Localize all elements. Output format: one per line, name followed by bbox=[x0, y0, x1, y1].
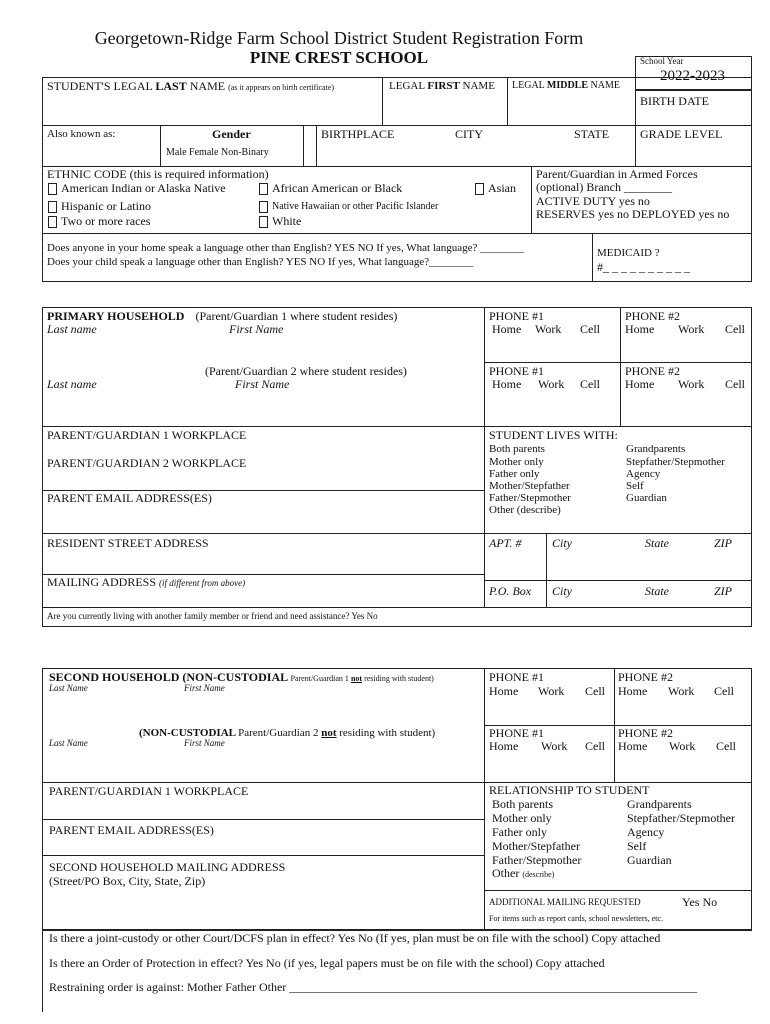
second-workplace1-label[interactable]: PARENT/GUARDIAN 1 WORKPLACE bbox=[49, 784, 249, 798]
second-g1-first-name[interactable]: First Name bbox=[184, 683, 225, 693]
school-name: PINE CREST SCHOOL bbox=[249, 48, 429, 67]
primary-workplace2-label[interactable]: PARENT/GUARDIAN 2 WORKPLACE bbox=[47, 456, 247, 470]
medicaid-number[interactable]: #_ _ _ _ _ _ _ _ _ _ bbox=[597, 260, 690, 274]
primary-g2-phone2-cell[interactable]: Cell bbox=[725, 377, 745, 391]
active-duty[interactable]: ACTIVE DUTY yes no bbox=[536, 194, 650, 208]
additional-mailing-yes-no[interactable]: Yes No bbox=[682, 895, 718, 909]
second-g1-last-name[interactable]: Last Name bbox=[49, 683, 88, 693]
mailing-city-label[interactable]: City bbox=[552, 584, 572, 598]
primary-g1-phone1-work[interactable]: Work bbox=[535, 322, 562, 336]
relationship-label: RELATIONSHIP TO STUDENT bbox=[489, 783, 650, 797]
lives-with-father-stepmother[interactable]: Father/Stepmother bbox=[489, 492, 571, 504]
primary-g2-note: (Parent/Guardian 2 where student resides) bbox=[205, 364, 407, 378]
primary-g2-first-name[interactable]: First Name bbox=[235, 377, 290, 391]
birthplace-state-label: STATE bbox=[574, 127, 610, 141]
also-known-as-label[interactable]: Also known as: bbox=[47, 128, 116, 140]
lives-with-mother-only[interactable]: Mother only bbox=[489, 456, 544, 468]
second-g2-first-name[interactable]: First Name bbox=[184, 738, 225, 748]
second-g1-phone1-cell[interactable]: Cell bbox=[585, 684, 605, 698]
rel-father-stepmother[interactable]: Father/Stepmother bbox=[492, 853, 582, 867]
gender-label: Gender bbox=[212, 127, 251, 141]
birthplace-city-label: CITY bbox=[455, 127, 483, 141]
primary-g2-phone1-label[interactable]: PHONE #1 bbox=[489, 364, 545, 378]
second-g1-phone1-home[interactable]: Home bbox=[489, 684, 519, 698]
additional-mailing-label: ADDITIONAL MAILING REQUESTED bbox=[489, 897, 641, 907]
po-box-label[interactable]: P.O. Box bbox=[489, 584, 532, 598]
primary-household-heading: PRIMARY HOUSEHOLD (Parent/Guardian 1 where student resides) bbox=[47, 309, 398, 323]
rel-stepfather-stepmother[interactable]: Stepfather/Stepmother bbox=[627, 811, 735, 825]
rel-mother-stepfather[interactable]: Mother/Stepfather bbox=[492, 839, 580, 853]
legal-first-name-label[interactable]: LEGAL FIRST NAME bbox=[389, 80, 495, 92]
second-g2-phone2-label[interactable]: PHONE #2 bbox=[618, 726, 674, 740]
language-home-question[interactable]: Does anyone in your home speak a language other than English? YES NO If yes, What language? ________ bbox=[47, 242, 525, 254]
primary-g1-phone2-label[interactable]: PHONE #2 bbox=[625, 309, 681, 323]
primary-g1-phone1-cell[interactable]: Cell bbox=[580, 322, 600, 336]
primary-g1-phone2-home[interactable]: Home bbox=[625, 322, 655, 336]
primary-g2-last-name[interactable]: Last name bbox=[47, 377, 97, 391]
ethnic-checkbox-hispanic[interactable] bbox=[48, 201, 57, 213]
primary-g2-phone2-home[interactable]: Home bbox=[625, 377, 655, 391]
lives-with-agency[interactable]: Agency bbox=[626, 468, 661, 480]
resident-apt-label[interactable]: APT. # bbox=[489, 536, 522, 550]
ethnic-option-white: White bbox=[272, 214, 302, 228]
primary-g1-phone1-label[interactable]: PHONE #1 bbox=[489, 309, 545, 323]
reserves-deployed[interactable]: RESERVES yes no DEPLOYED yes no bbox=[536, 207, 730, 221]
ethnic-code-label: ETHNIC CODE (this is required information) bbox=[47, 167, 269, 181]
lives-with-both-parents[interactable]: Both parents bbox=[489, 443, 545, 455]
grade-level-label[interactable]: GRADE LEVEL bbox=[640, 127, 723, 141]
second-g2-last-name[interactable]: Last Name bbox=[49, 738, 88, 748]
ethnic-checkbox-asian[interactable] bbox=[475, 183, 484, 195]
second-g2-phone2-work[interactable]: Work bbox=[669, 739, 696, 753]
lives-with-grandparents[interactable]: Grandparents bbox=[626, 443, 686, 455]
lives-with-self[interactable]: Self bbox=[626, 480, 644, 492]
lives-with-other[interactable]: Other (describe) bbox=[489, 504, 561, 516]
second-mailing-note: (Street/PO Box, City, State, Zip) bbox=[49, 874, 206, 888]
lives-with-father-only[interactable]: Father only bbox=[489, 468, 540, 480]
primary-g2-phone2-label[interactable]: PHONE #2 bbox=[625, 364, 681, 378]
ethnic-option-native-hawaiian: Native Hawaiian or other Pacific Islander bbox=[272, 201, 439, 212]
ethnic-checkbox-american-indian[interactable] bbox=[48, 183, 57, 195]
second-g2-heading: (NON-CUSTODIAL Parent/Guardian 2 not residing with student) bbox=[139, 727, 436, 739]
rel-both-parents[interactable]: Both parents bbox=[492, 797, 553, 811]
armed-forces-branch[interactable]: (optional) Branch ________ bbox=[536, 180, 672, 194]
mailing-state-label[interactable]: State bbox=[645, 584, 669, 598]
primary-g2-phone1-cell[interactable]: Cell bbox=[580, 377, 600, 391]
primary-g1-phone2-work[interactable]: Work bbox=[678, 322, 705, 336]
primary-g2-phone1-work[interactable]: Work bbox=[538, 377, 565, 391]
mailing-address-label[interactable]: MAILING ADDRESS (if different from above) bbox=[47, 575, 246, 589]
restraining-order-question[interactable]: Restraining order is against: Mother Father Other ____________________________________________________________________ bbox=[49, 980, 698, 994]
lives-with-guardian[interactable]: Guardian bbox=[626, 492, 667, 504]
lives-with-label: STUDENT LIVES WITH: bbox=[489, 428, 618, 442]
primary-email-label[interactable]: PARENT EMAIL ADDRESS(ES) bbox=[47, 491, 212, 505]
school-year-label: School Year bbox=[640, 56, 684, 66]
second-g1-phone2-cell[interactable]: Cell bbox=[714, 684, 734, 698]
second-g2-phone2-cell[interactable]: Cell bbox=[716, 739, 736, 753]
second-g1-phone2-home[interactable]: Home bbox=[618, 684, 648, 698]
rel-agency[interactable]: Agency bbox=[627, 825, 665, 839]
second-g2-phone2-home[interactable]: Home bbox=[618, 739, 648, 753]
assistance-question[interactable]: Are you currently living with another family member or friend and need assistance? Yes No bbox=[47, 611, 378, 621]
lives-with-mother-stepfather[interactable]: Mother/Stepfather bbox=[489, 480, 570, 492]
additional-mailing-note: For items such as report cards, school newsletters, etc. bbox=[489, 914, 663, 923]
birthplace-label[interactable]: BIRTHPLACE bbox=[321, 127, 395, 141]
ethnic-checkbox-native-hawaiian[interactable] bbox=[259, 201, 268, 213]
joint-custody-question[interactable]: Is there a joint-custody or other Court/DCFS plan in effect? Yes No (If yes, plan must be on file with the school) Copy attached bbox=[49, 931, 661, 945]
gender-options[interactable]: Male Female Non-Binary bbox=[166, 147, 269, 158]
rel-self[interactable]: Self bbox=[627, 839, 647, 853]
primary-g2-phone1-home[interactable]: Home bbox=[492, 377, 522, 391]
second-g1-phone2-label[interactable]: PHONE #2 bbox=[618, 670, 674, 684]
resident-city-label[interactable]: City bbox=[552, 536, 572, 550]
primary-g1-phone2-cell[interactable]: Cell bbox=[725, 322, 745, 336]
ethnic-checkbox-african-american[interactable] bbox=[259, 183, 268, 195]
primary-workplace1-label[interactable]: PARENT/GUARDIAN 1 WORKPLACE bbox=[47, 428, 247, 442]
language-child-question[interactable]: Does your child speak a language other than English? YES NO If yes, What language?________ bbox=[47, 256, 474, 268]
armed-forces-label: Parent/Guardian in Armed Forces bbox=[536, 167, 698, 181]
primary-g1-last-name[interactable]: Last name bbox=[47, 322, 97, 336]
school-year-value: 2022-2023 bbox=[660, 68, 725, 84]
ethnic-option-asian: Asian bbox=[488, 181, 516, 195]
birth-date-label[interactable]: BIRTH DATE bbox=[640, 94, 709, 108]
second-g1-phone2-work[interactable]: Work bbox=[668, 684, 695, 698]
ethnic-option-two-or-more: Two or more races bbox=[61, 214, 151, 228]
form-title: Georgetown-Ridge Farm School District Student Registration Form bbox=[94, 28, 584, 48]
second-email-label[interactable]: PARENT EMAIL ADDRESS(ES) bbox=[49, 823, 214, 837]
ethnic-option-african-american: African American or Black bbox=[272, 181, 403, 195]
rel-guardian[interactable]: Guardian bbox=[627, 853, 672, 867]
second-g2-phone1-cell[interactable]: Cell bbox=[585, 739, 605, 753]
ethnic-checkbox-two-or-more[interactable] bbox=[48, 216, 57, 228]
second-g2-phone1-home[interactable]: Home bbox=[489, 739, 519, 753]
rel-grandparents[interactable]: Grandparents bbox=[627, 797, 692, 811]
ethnic-checkbox-white[interactable] bbox=[259, 216, 268, 228]
rel-father-only[interactable]: Father only bbox=[492, 825, 547, 839]
resident-zip-label[interactable]: ZIP bbox=[714, 536, 732, 550]
mailing-zip-label[interactable]: ZIP bbox=[714, 584, 732, 598]
medicaid-label: MEDICAID ? bbox=[597, 247, 660, 259]
lives-with-stepfather-stepmother[interactable]: Stepfather/Stepmother bbox=[626, 456, 725, 468]
second-g1-phone1-label[interactable]: PHONE #1 bbox=[489, 670, 545, 684]
student-last-name-label[interactable]: STUDENT'S LEGAL LAST NAME (as it appears on birth certificate) bbox=[47, 79, 335, 93]
resident-street-label[interactable]: RESIDENT STREET ADDRESS bbox=[47, 536, 209, 550]
rel-mother-only[interactable]: Mother only bbox=[492, 811, 552, 825]
second-g2-phone1-work[interactable]: Work bbox=[541, 739, 568, 753]
second-household-heading: SECOND HOUSEHOLD (NON-CUSTODIAL Parent/Guardian 1 not residing with student) bbox=[49, 670, 434, 684]
resident-state-label[interactable]: State bbox=[645, 536, 669, 550]
protection-order-question[interactable]: Is there an Order of Protection in effect? Yes No (if yes, legal papers must be on file with the school) Copy attached bbox=[49, 956, 605, 970]
primary-g1-phone1-home[interactable]: Home bbox=[492, 322, 522, 336]
primary-g1-first-name[interactable]: First Name bbox=[229, 322, 284, 336]
ethnic-option-hispanic: Hispanic or Latino bbox=[61, 199, 151, 213]
second-g1-phone1-work[interactable]: Work bbox=[538, 684, 565, 698]
rel-other[interactable]: Other (describe) bbox=[492, 866, 555, 880]
primary-g2-phone2-work[interactable]: Work bbox=[678, 377, 705, 391]
ethnic-option-american-indian: American Indian or Alaska Native bbox=[61, 181, 226, 195]
legal-middle-name-label[interactable]: LEGAL MIDDLE NAME bbox=[512, 80, 620, 91]
second-mailing-label[interactable]: SECOND HOUSEHOLD MAILING ADDRESS bbox=[49, 860, 286, 874]
second-g2-phone1-label[interactable]: PHONE #1 bbox=[489, 726, 545, 740]
